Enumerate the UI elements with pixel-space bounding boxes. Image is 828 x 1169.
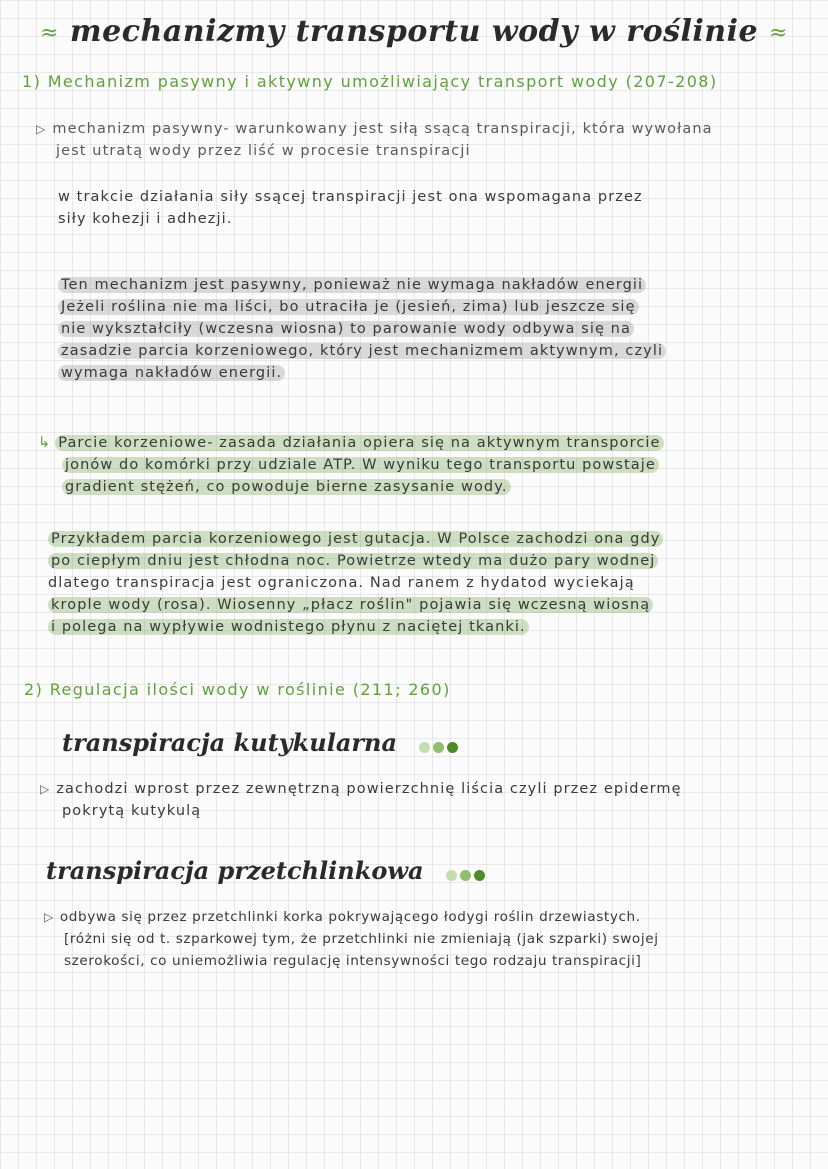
paragraph-lenticular: ▷ odbywa się przez przetchlinki korka pokrywającego łodygi roślin drzewiastych. [różni się od t. szparkowej tym, że przetchlinki nie zmieniają (jak szparki) swojej szerokości, co uniemożliwia regulację intensywności tego rodzaju transpiracji] <box>44 909 659 969</box>
page-title: ≈ mechanizmy transportu wody w roślinie ≈ <box>40 14 788 49</box>
section-2-heading: 2) Regulacja ilości wody w roślinie (211; 260) <box>24 680 451 699</box>
paragraph-root-pressure-intro: Ten mechanizm jest pasywny, ponieważ nie wymaga nakładów energii Jeżeli roślina nie ma liści, bo utraciła je (jesień, zima) lub jeszcze się nie wykształciły (wczesna wiosna) to parowanie wody odbywa się na zasadzie parcia korzeniowego, który jest mechanizmem aktywnym, czyli wymaga nakładów energii. <box>58 274 666 384</box>
dots-decoration-icon <box>419 730 461 759</box>
paragraph-cohesion: w trakcie działania siły ssącej transpiracji jest ona wspomagana przez siły kohezji i adhezji. <box>58 189 643 227</box>
paragraph-cuticular: ▷ zachodzi wprost przez zewnętrzną powierzchnię liścia czyli przez epidermę pokrytą kutykulą <box>40 781 682 819</box>
arrow-icon: ↳ <box>38 435 52 451</box>
bullet-icon: ▷ <box>44 910 54 924</box>
bullet-icon: ▷ <box>40 782 51 796</box>
subheading-cuticular-transpiration: transpiracja kutykularna <box>62 728 461 759</box>
paragraph-passive-mechanism: ▷ mechanizm pasywny- warunkowany jest siłą ssącą transpiracji, która wywołana jest utratą wody przez liść w procesie transpiracji <box>36 121 713 159</box>
leaf-decoration-left-icon: ≈ <box>40 20 59 46</box>
leaf-decoration-right-icon: ≈ <box>769 20 788 46</box>
dots-decoration-icon <box>446 858 488 887</box>
section-1-heading: 1) Mechanizm pasywny i aktywny umożliwiający transport wody (207-208) <box>22 72 718 91</box>
subheading-lenticular-transpiration: transpiracja przetchlinkowa <box>46 856 488 887</box>
bullet-icon: ▷ <box>36 122 47 136</box>
paragraph-root-pressure-definition: ↳ Parcie korzeniowe- zasada działania opiera się na aktywnym transporcie jonów do komórki przy udziale ATP. W wyniku tego transportu powstaje gradient stężeń, co powoduje bierne zasysanie wody. <box>38 432 664 498</box>
paragraph-guttation: Przykładem parcia korzeniowego jest gutacja. W Polsce zachodzi ona gdy po ciepłym dniu jest chłodna noc. Powietrze wtedy ma dużo pary wodnej dlatego transpiracja jest ograniczona. Nad ranem z hydatod wyciekają krople wody (rosa). Wiosenny „płacz roślin" pojawia się wczesną wiosną i polega na wypływie wodnistego płynu z naciętej tkanki. <box>48 528 663 638</box>
